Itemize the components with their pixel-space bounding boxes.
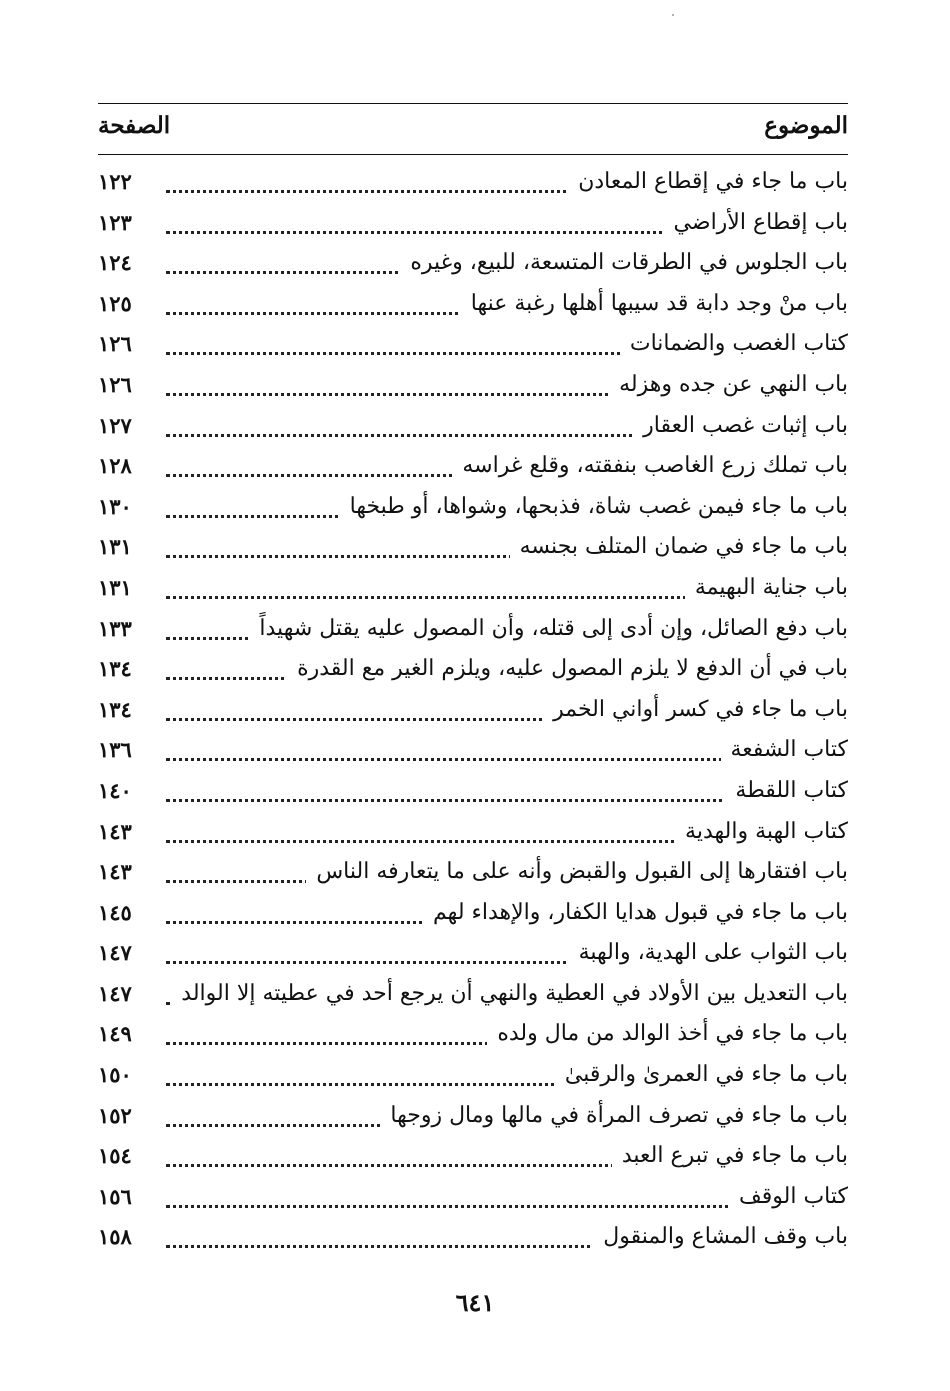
toc-entry-title: باب في أن الدفع لا يلزم المصول عليه، ويلزم الغير مع القدرة	[287, 656, 848, 681]
toc-entry-page: ١٣١	[98, 574, 132, 600]
toc-entry-title: كتاب الهبة والهدية	[675, 819, 848, 844]
toc-entry-page: ١٢٢	[98, 169, 132, 194]
toc-entry-title: باب ما جاء في أخذ الوالد من مال ولده	[487, 1021, 848, 1046]
toc-leader-dots	[166, 799, 808, 802]
toc-entry	[98, 207, 848, 248]
page-number: ٦٤١	[455, 1288, 495, 1317]
toc-entry-title: باب ما جاء في قبول هدايا الكفار، والإهداء لهم	[423, 900, 848, 925]
toc-entry-page: ١٤٧	[98, 980, 132, 1006]
toc-entry	[98, 1100, 848, 1141]
toc-entry-page: ١٤٥	[98, 899, 132, 925]
toc-entry	[98, 410, 848, 451]
toc-entry	[98, 328, 848, 369]
toc-entry-page: ١٢٧	[98, 412, 132, 438]
toc-entry-page: ١٢٥	[98, 290, 132, 316]
toc-leader-dots	[166, 758, 808, 761]
toc-entry	[98, 1181, 848, 1222]
toc-entry-title: باب دفع الصائل، وإن أدى إلى قتله، وأن المصول عليه يقتل شهيداً	[249, 616, 848, 641]
toc-entry-page: ١٢٣	[98, 209, 132, 235]
toc-entry-title: باب الثواب على الهدية، والهبة	[569, 940, 848, 965]
toc-entry	[98, 531, 848, 572]
header-page-label: الصفحة	[98, 112, 171, 139]
toc-entry-page: ١٤٣	[98, 859, 132, 885]
toc-entry-title: كتاب اللقطة	[725, 778, 848, 803]
toc-entry	[98, 653, 848, 694]
toc-entry	[98, 166, 848, 207]
toc-entry-title: كتاب الغصب والضمانات	[620, 331, 848, 356]
toc-entry	[98, 1140, 848, 1181]
toc-entry-title: باب ما جاء في ضمان المتلف بجنسه	[510, 534, 848, 559]
toc-entry-title: كتاب الشفعة	[721, 737, 849, 762]
toc-entry-page: ١٣٦	[98, 737, 132, 763]
toc-entry-page: ١٥٢	[98, 1102, 132, 1128]
toc-entry	[98, 450, 848, 491]
header-bottom-rule	[98, 154, 848, 155]
toc-entry-page: ١٣٤	[98, 656, 132, 682]
toc-entry	[98, 1221, 848, 1262]
toc-entry-title: باب ما جاء في كسر أواني الخمر	[543, 697, 848, 722]
toc-entry-page: ١٣١	[98, 534, 132, 560]
toc-entry-title: باب ما جاء في تبرع العبد	[612, 1143, 848, 1168]
toc-entry-title: باب افتقارها إلى القبول والقبض وأنه على ما يتعارفه الناس	[306, 859, 848, 884]
toc-entry-page: ١٥٨	[98, 1224, 132, 1250]
toc-entry-title: باب ما جاء في تصرف المرأة في مالها ومال زوجها	[380, 1103, 848, 1128]
toc-entry-page: ١٣٠	[98, 493, 132, 519]
toc-entry-title: باب ما جاء في العمرىٰ والرقبىٰ	[555, 1062, 848, 1087]
toc-entry-title: باب وقف المشاع والمنقول	[593, 1224, 848, 1249]
toc-entry-title: باب جناية البهيمة	[685, 575, 848, 600]
toc-entry-page: ١٤٣	[98, 818, 132, 844]
toc-entry	[98, 247, 848, 288]
toc-header	[98, 112, 848, 148]
toc-entry-title: باب ما جاء فيمن غصب شاة، فذبحها، وشواها، أو طبخها	[340, 494, 848, 519]
toc-entry-page: ١٢٦	[98, 331, 132, 357]
toc-entry-title: باب منْ وجد دابة قد سيبها أهلها رغبة عنها	[461, 291, 848, 316]
toc-entry	[98, 856, 848, 897]
toc-entry	[98, 369, 848, 410]
toc-entry	[98, 694, 848, 735]
toc-list	[98, 166, 848, 1262]
toc-entry	[98, 937, 848, 978]
toc-entry-title: باب التعديل بين الأولاد في العطية والنهي أن يرجع أحد في عطيته إلا الوالد	[171, 981, 848, 1006]
toc-entry-title: باب إقطاع الأراضي	[664, 210, 848, 235]
toc-entry	[98, 978, 848, 1019]
scan-speck	[672, 14, 674, 16]
toc-entry-page: ١٤٠	[98, 777, 132, 803]
toc-entry	[98, 897, 848, 938]
toc-entry-page: ١٢٤	[98, 250, 132, 276]
toc-leader-dots	[166, 1205, 808, 1208]
toc-entry-page: ١٤٧	[98, 940, 132, 966]
toc-entry-page: ١٢٨	[98, 453, 132, 479]
toc-entry	[98, 1018, 848, 1059]
toc-entry-page: ١٣٤	[98, 696, 132, 722]
toc-entry-page: ١٢٦	[98, 371, 132, 397]
toc-entry-title: باب تملك زرع الغاصب بنفقته، وقلع غراسه	[452, 453, 848, 478]
toc-entry	[98, 816, 848, 857]
toc-entry	[98, 491, 848, 532]
toc-entry	[98, 613, 848, 654]
toc-entry-title: باب ما جاء في إقطاع المعادن	[568, 169, 848, 194]
toc-entry	[98, 734, 848, 775]
toc-entry-page: ١٥٠	[98, 1062, 132, 1088]
toc-entry	[98, 288, 848, 329]
toc-entry-title: باب الجلوس في الطرقات المتسعة، للبيع، وغيره	[400, 250, 848, 275]
toc-entry	[98, 572, 848, 613]
toc-entry	[98, 1059, 848, 1100]
toc-entry-page: ١٣٣	[98, 615, 132, 641]
toc-entry-page: ١٥٦	[98, 1183, 132, 1209]
toc-entry	[98, 775, 848, 816]
toc-entry-title: كتاب الوقف	[729, 1184, 848, 1209]
header-top-rule	[98, 103, 848, 104]
toc-entry-page: ١٤٩	[98, 1021, 132, 1047]
header-topic-label: الموضوع	[764, 112, 848, 139]
toc-entry-page: ١٥٤	[98, 1143, 132, 1169]
toc-entry-title: باب النهي عن جده وهزله	[609, 372, 848, 397]
toc-entry-title: باب إثبات غصب العقار	[633, 413, 848, 438]
